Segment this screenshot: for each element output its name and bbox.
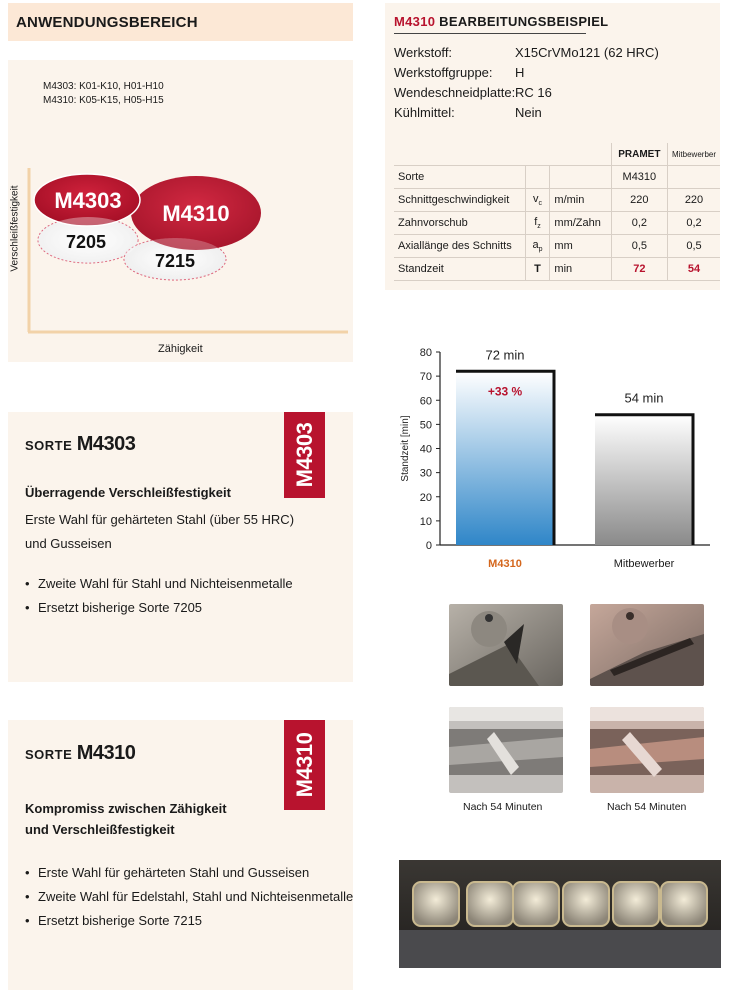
sorte-m4303-heading — [25, 433, 135, 456]
ellipse-label-m4310: M4310 — [162, 201, 230, 226]
col-pramet: PRAMET — [611, 143, 667, 166]
list-item: • Zweite Wahl für Stahl und Nichteisenmetalle — [25, 572, 293, 596]
table-row: Axiallänge des Schnitts $a_p$ mm 0,5 0,5 — [394, 235, 720, 258]
spec-row: Wendeschneidplatte:RC 16 — [394, 85, 552, 100]
category-label: Mitbewerber — [613, 558, 675, 570]
sorte-label: SORTE — [25, 438, 73, 453]
y-tick-label: 60 — [419, 395, 432, 408]
legend-m4310: M4310: K05-K15, H05-H15 — [43, 95, 164, 106]
table-row: Zahnvorschub $f_z$ mm/Zahn 0,2 0,2 — [394, 212, 720, 235]
insert-wear-photo-competitor-top — [590, 604, 704, 686]
sorte-m4310-headline: Kompromiss zwischen Zähigkeit und Verschleißfestigkeit — [25, 801, 227, 837]
list-item: • Zweite Wahl für Edelstahl, Stahl und Nichteisenmetalle — [25, 885, 353, 909]
beispiel-title-grade: M4310 — [394, 14, 436, 29]
sorte-m4303-tag — [284, 412, 325, 498]
ellipse-label-7205: 7205 — [65, 232, 107, 252]
sorte-m4303-headline: Überragende Verschleißfestigkeit — [25, 485, 231, 500]
y-tick-label: 50 — [419, 419, 432, 432]
photo-caption-right: Nach 54 Minuten — [607, 801, 687, 813]
application-range-diagram — [8, 110, 353, 340]
ellipse-label-7215: 7215 — [154, 251, 196, 271]
anwendung-title: ANWENDUNGSBEREICH — [16, 14, 198, 31]
table-row: Standzeit T min 72 54 — [394, 258, 720, 281]
sorte-m4310-tag-text: M4310 — [291, 732, 317, 798]
beispiel-title — [394, 14, 608, 29]
spec-row: Werkstoffgruppe: H — [394, 65, 525, 80]
category-label: M4310 — [488, 558, 522, 570]
grade-range-legend — [43, 80, 164, 108]
legend-m4303: M4303: K01-K10, H01-H10 — [43, 81, 164, 92]
improvement-annotation: +33 % — [487, 384, 523, 399]
table-row: Sorte M4310 — [394, 166, 720, 189]
sorte-m4303-bullets — [25, 572, 293, 620]
bar-value-label: 72 min — [485, 347, 525, 363]
y-tick-label: 10 — [419, 515, 432, 528]
sorte-m4303-tag-text: M4303 — [291, 422, 317, 488]
sorte-m4310-tag — [284, 720, 325, 810]
list-item: • Ersetzt bisherige Sorte 7205 — [25, 596, 293, 620]
y-tick-label: 30 — [419, 467, 432, 480]
sorte-m4310-heading — [25, 742, 135, 765]
y-tick-label: 20 — [419, 491, 432, 504]
parameter-table — [394, 143, 720, 281]
sorte-label: SORTE — [25, 747, 73, 762]
anwendung-header — [8, 3, 353, 41]
insert-wear-photo-m4310-side — [449, 707, 563, 793]
y-tick-label: 40 — [419, 443, 432, 456]
tool-life-bar-chart — [390, 340, 733, 580]
y-tick-label: 70 — [419, 371, 432, 384]
table-row: Schnittgeschwindigkeit $v_c$ m/min 220 220 — [394, 189, 720, 212]
list-item: • Ersetzt bisherige Sorte 7215 — [25, 909, 353, 933]
y-tick-label: 0 — [425, 540, 432, 552]
spec-list — [394, 43, 659, 123]
col-competitor: Mitbewerber — [667, 143, 720, 166]
sorte-m4303-desc: Erste Wahl für gehärteten Stahl (über 55 HRC) und Gusseisen — [25, 512, 295, 551]
photo-caption-left: Nach 54 Minuten — [463, 801, 543, 813]
sorte-m4310-bullets — [25, 861, 353, 933]
bar — [595, 415, 693, 545]
table-header-row — [394, 143, 720, 166]
insert-wear-photo-m4310-top — [449, 604, 563, 686]
bar-value-label: 54 min — [624, 390, 664, 406]
spec-row: Werkstoff: X15CrVMo121 (62 HRC) — [394, 45, 659, 60]
spec-row: Kühlmittel: Nein — [394, 105, 542, 120]
beispiel-title-text: BEARBEITUNGSBEISPIEL — [439, 14, 609, 29]
y-tick-label: 80 — [419, 347, 432, 359]
list-item: • Erste Wahl für gehärteten Stahl und Gusseisen — [25, 861, 353, 885]
y-axis-label: Standzeit [min] — [400, 415, 411, 482]
sorte-name: M4310 — [76, 742, 136, 764]
sorte-name: M4303 — [76, 433, 136, 455]
title-underline — [394, 33, 586, 34]
machined-workpiece-photo — [399, 860, 721, 968]
ellipse-label-m4303: M4303 — [54, 188, 122, 213]
insert-wear-photo-competitor-side — [590, 707, 704, 793]
x-axis-label: Zähigkeit — [158, 343, 203, 355]
y-axis-label: Verschleißfestigkeit — [9, 185, 21, 272]
